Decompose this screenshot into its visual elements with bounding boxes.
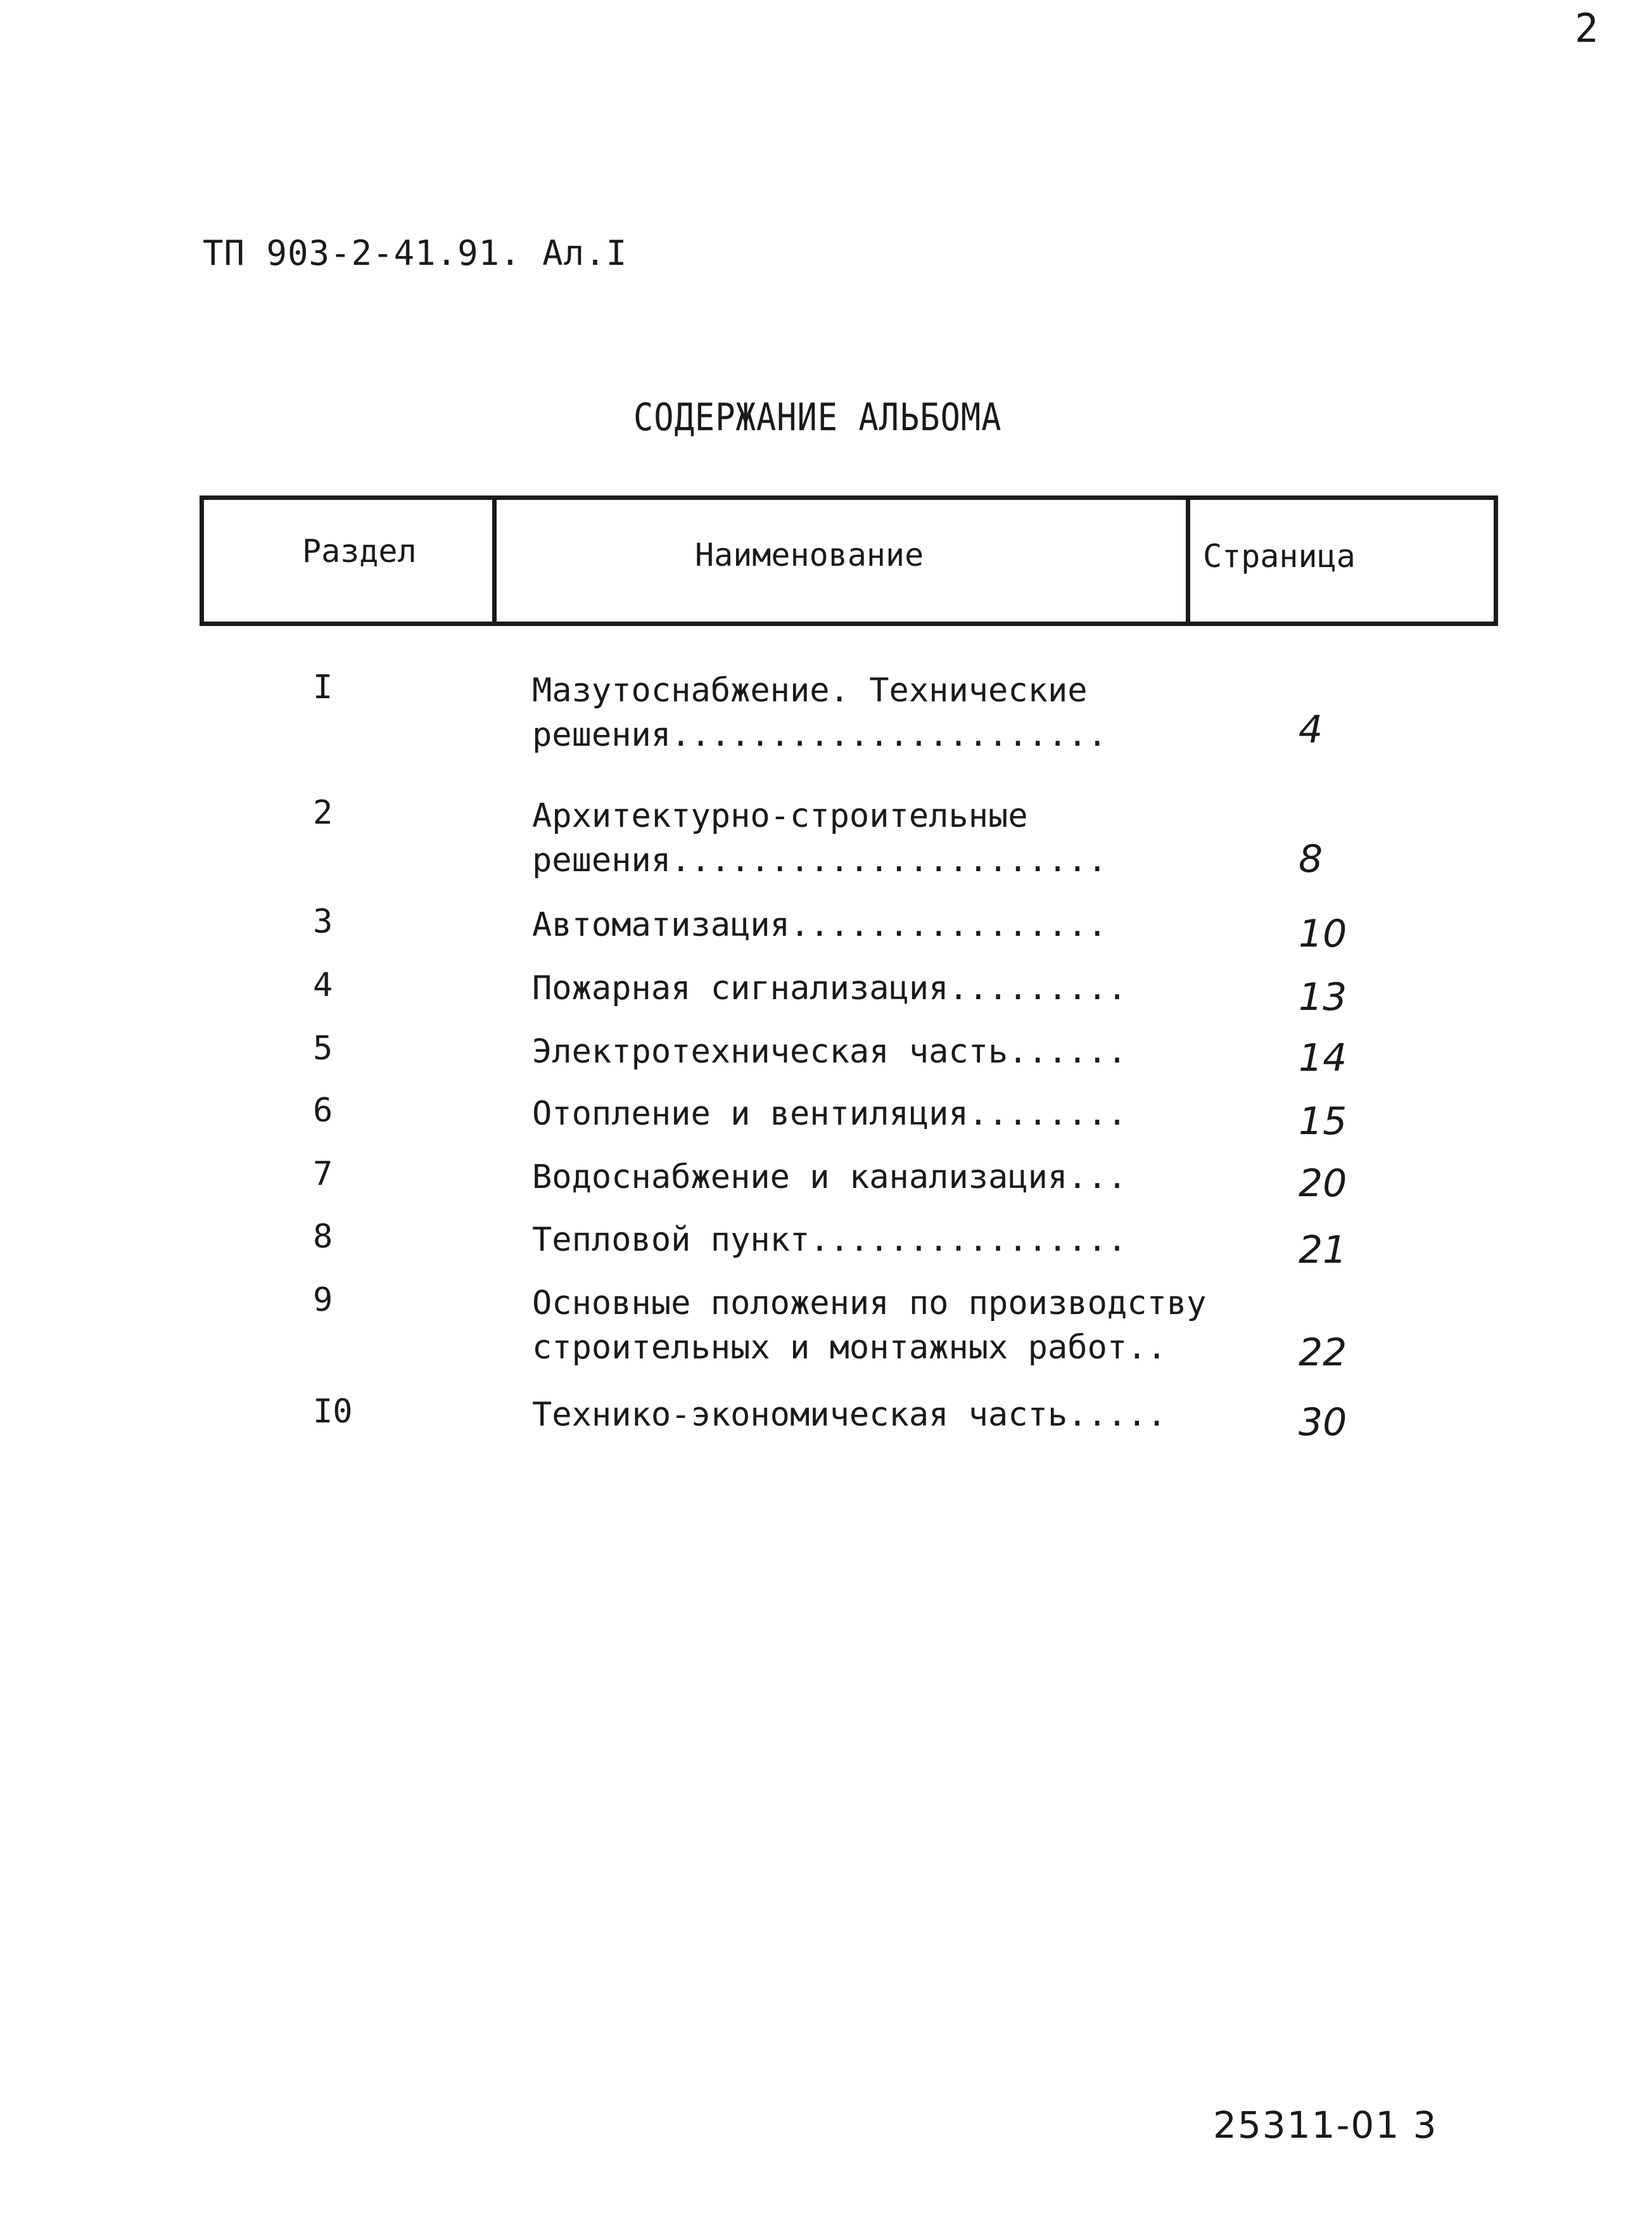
row-title: Пожарная сигнализация.........	[532, 969, 1128, 1007]
row-title: Автоматизация................	[532, 906, 1107, 944]
header-page: Страница	[1203, 538, 1356, 575]
row-section-number: 3	[313, 903, 333, 941]
row-section-number: 2	[313, 794, 333, 832]
column-divider	[492, 500, 497, 622]
row-section-number: 7	[313, 1155, 333, 1193]
row-page: 10	[1299, 912, 1347, 956]
row-page: 13	[1299, 975, 1347, 1019]
row-section-number: I0	[313, 1393, 353, 1431]
row-title: Архитектурно-строительные решения......................	[532, 797, 1107, 879]
row-title: Мазутоснабжение. Технические решения......................	[532, 672, 1107, 754]
row-title: Основные положения по производству строительных и монтажных работ..	[532, 1284, 1207, 1367]
row-page: 30	[1299, 1400, 1347, 1445]
footer-code: 25311-01 3	[1213, 2104, 1438, 2147]
row-title: Отопление и вентиляция........	[532, 1095, 1128, 1133]
row-page: 14	[1299, 1036, 1347, 1080]
row-page: 15	[1299, 1099, 1347, 1144]
header-name: Наименование	[695, 537, 924, 573]
row-section-number: 5	[313, 1030, 333, 1068]
row-title: Технико-экономическая часть.....	[532, 1396, 1167, 1434]
row-title: Водоснабжение и канализация...	[532, 1158, 1128, 1196]
row-title: Электротехническая часть......	[532, 1033, 1128, 1071]
row-page: 4	[1299, 708, 1323, 752]
row-section-number: 6	[313, 1092, 333, 1130]
row-page: 21	[1299, 1228, 1347, 1272]
column-divider	[1186, 500, 1190, 622]
document-code: ТП 903-2-41.91. Ал.I	[203, 233, 628, 273]
row-section-number: 4	[313, 966, 333, 1004]
page-number: 2	[1575, 5, 1599, 51]
row-section-number: 9	[313, 1281, 333, 1319]
page-title: СОДЕРЖАНИЕ АЛЬБОМА	[633, 396, 1002, 440]
row-section-number: I	[313, 668, 333, 706]
row-section-number: 8	[313, 1218, 333, 1256]
row-page: 8	[1299, 837, 1323, 881]
header-section: Раздел	[302, 533, 417, 570]
row-page: 20	[1299, 1161, 1347, 1206]
row-title: Тепловой пункт................	[532, 1221, 1128, 1259]
row-page: 22	[1299, 1331, 1347, 1375]
table-header	[200, 495, 1498, 626]
